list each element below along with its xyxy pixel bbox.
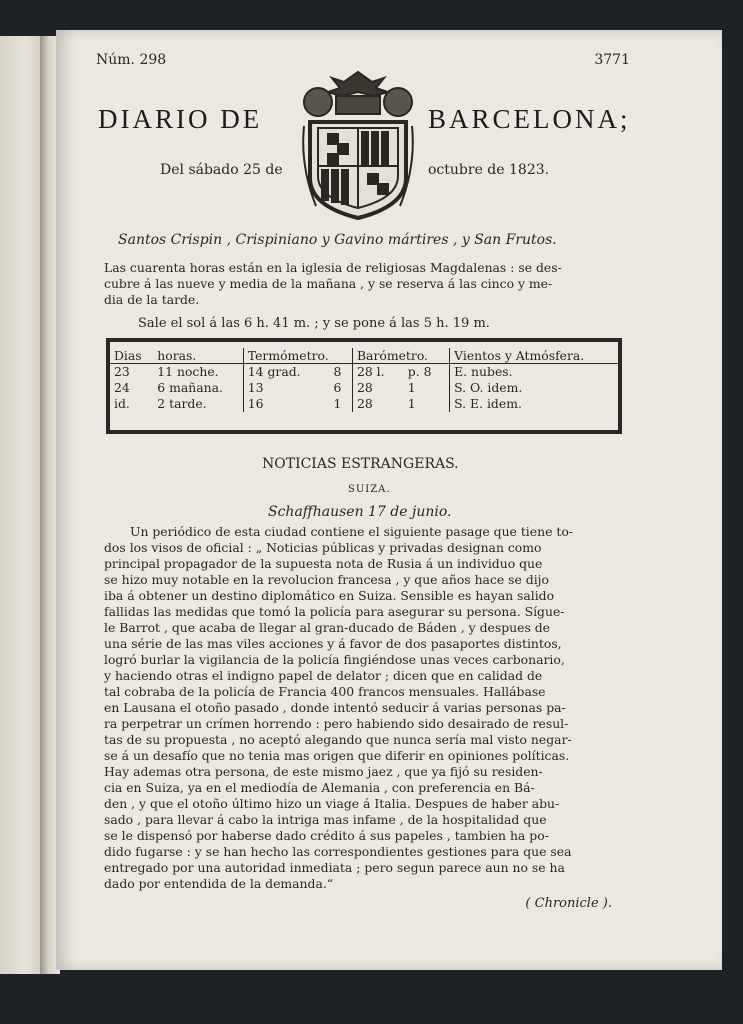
cell-temp-fraction: 1 [329,396,352,412]
cell-temp: 13 [247,380,264,395]
cell-day: 24 [114,380,130,395]
cell-temp: 16 [247,396,264,411]
header-hours: horas. [153,348,243,364]
facing-page-edge [0,36,44,974]
table-row [110,380,618,396]
article-line: entregado por una autoridad inmediata ; pero segun parece aun no se ha [104,860,565,875]
article-line: en Lausana el otoño pasado , donde intentó seducir á varias personas pa- [104,700,566,715]
announcement [104,260,674,308]
cell-temp: 14 grad. [247,364,301,379]
article-line: una série de las mas viles acciones y á favor de dos pasaportes distintos, [104,636,562,651]
saints-of-the-day: Santos Crispin , Crispiniano y Gavino mártires , y San Frutos. [118,232,557,248]
announcement-line: dia de la tarde. [104,292,200,307]
cell-baro: 28 [356,380,373,395]
dateline: Schaffhausen 17 de junio. [268,504,452,520]
article-line: dado por entendida de la demanda.“ [104,876,334,891]
header-winds: Vientos y Atmósfera. [450,348,618,364]
announcement-line: Las cuarenta horas están en la iglesia de religiosas Magdalenas : se des- [104,260,562,275]
header-days: Dias [110,348,153,364]
sunrise-sunset: Sale el sol á las 6 h. 41 m. ; y se pone á las 5 h. 19 m. [138,316,490,331]
article-line: ra perpetrar un crímen horrendo : pero habiendo sido desairado de resul- [104,716,569,731]
cell-day: 23 [114,364,130,379]
announcement-line: cubre á las nueve y media de la mañana , y se reserva á las cinco y me- [104,276,553,291]
article-body [104,524,676,892]
cell-wind: E. nubes. [454,364,513,379]
cell-day: id. [114,396,130,411]
source-attribution: ( Chronicle ). [525,896,612,911]
article-line: iba á obtener un destino diplomático en Suiza. Sensible es hayan salido [104,588,555,603]
issue-number: Núm. 298 [96,52,167,68]
country-heading: SUIZA. [348,484,391,495]
date-left: Del sábado 25 de [160,162,283,178]
cell-baro-fraction: p. 8 [404,364,450,381]
article-line: principal propagador de la supuesta nota de Rusia á un individuo que [104,556,543,571]
article-line: Hay ademas otra persona, de este mismo jaez , que ya fijó su residen- [104,764,543,779]
cell-wind: S. O. idem. [454,380,523,395]
cell-baro: 28 l. [356,364,385,379]
date-right: octubre de 1823. [428,162,550,178]
table-row [110,364,618,381]
article-line: sado , para llevar á cabo la intriga mas infame , de la hospitalidad que [104,812,547,827]
cell-hour: 2 tarde. [153,396,243,412]
article-line: dos los visos de oficial : „ Noticias públicas y privadas designan como [104,540,542,555]
masthead-title-right: BARCELONA; [428,104,631,134]
article-line: logró burlar la vigilancia de la policía fingiéndose unas veces carbonario, [104,652,565,667]
header-thermometer: Termómetro. [243,348,352,364]
article-line: y haciendo otras el indigno papel de delator ; dicen que en calidad de [104,668,543,683]
weather-table [106,338,622,434]
article-line: tal cobraba de la policía de Francia 400 francos mensuales. Hallábase [104,684,546,699]
article-line: Un periódico de esta ciudad contiene el siguiente pasage que tiene to- [130,524,573,539]
page-number: 3771 [594,52,630,68]
table-row [110,396,618,412]
article-line: dido fugarse : y se han hecho las correspondientes gestiones para que sea [104,844,572,859]
masthead-title-left: DIARIO DE [98,104,263,134]
article-line: se le dispensó por haberse dado crédito á sus papeles , tambien ha po- [104,828,549,843]
cell-baro: 28 [356,396,373,411]
article-line: den , y que el otoño último hizo un viage á Italia. Despues de haber abu- [104,796,560,811]
article-line: fallidas las medidas que tomó la policía para asegurar su persona. Sígue- [104,604,565,619]
section-title: NOTICIAS ESTRANGERAS. [262,456,459,472]
cell-hour: 11 noche. [153,364,243,381]
cell-wind: S. E. idem. [454,396,522,411]
article-line: se á un desafío que no tenia mas origen que diferir en opiniones políticas. [104,748,570,763]
cell-baro-fraction: 1 [404,380,450,396]
article-line: le Barrot , que acaba de llegar al gran-ducado de Báden , y despues de [104,620,551,635]
cell-hour: 6 mañana. [153,380,243,396]
article-line: cia en Suiza, ya en el mediodía de Alemania , con preferencia en Bá- [104,780,535,795]
header-barometer: Barómetro. [352,348,449,364]
coat-of-arms-icon [296,66,420,226]
cell-baro-fraction: 1 [404,396,450,412]
article-line: se hizo muy notable en la revolucion francesa , y que años hace se dijo [104,572,549,587]
newspaper-page [56,30,722,970]
article-line: tas de su propuesta , no aceptó alegando que nunca sería mal visto negar- [104,732,572,747]
cell-temp-fraction: 6 [329,380,352,396]
cell-temp-fraction: 8 [329,364,352,381]
